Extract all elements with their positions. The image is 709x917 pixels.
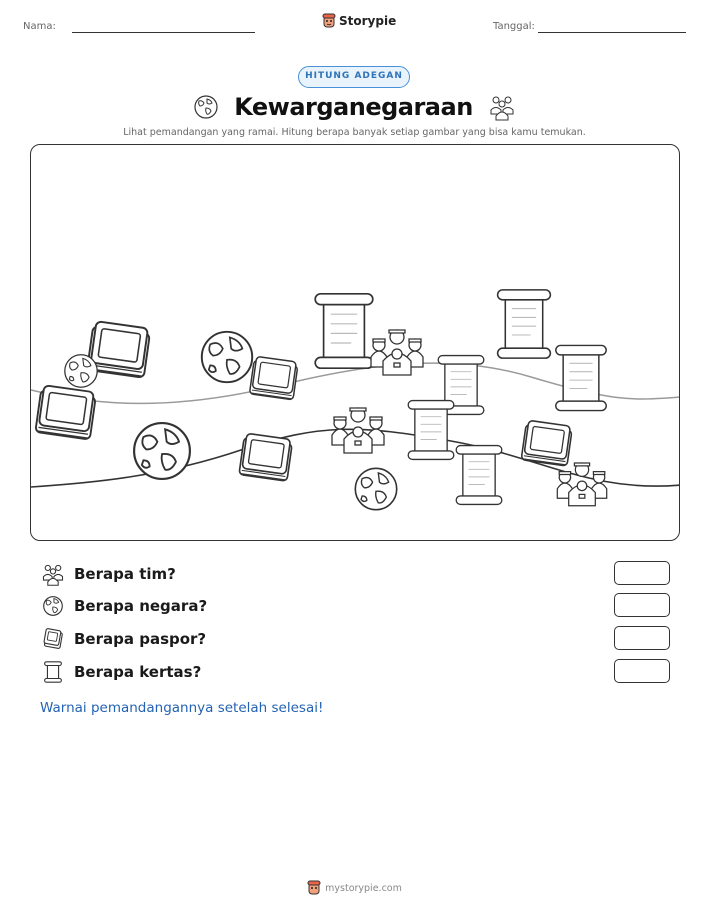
question-teams: [40, 561, 670, 587]
title-row: [0, 92, 709, 122]
globe-icon: [40, 593, 66, 619]
date-field[interactable]: [538, 32, 686, 33]
brand-name: Storypie: [339, 14, 397, 28]
question-text: Berapa paspor?: [74, 630, 207, 648]
name-label: Nama:: [23, 21, 56, 32]
question-text: Berapa kertas?: [74, 663, 202, 681]
question-passports: [40, 626, 670, 652]
instructions: Lihat pemandangan yang ramai. Hitung berapa banyak setiap gambar yang bisa kamu temukan.: [123, 127, 586, 138]
question-text: Berapa tim?: [74, 565, 176, 583]
answer-box-countries[interactable]: [614, 593, 670, 617]
footer: [0, 880, 709, 896]
brand-logo: [322, 13, 396, 29]
globe-icon: [192, 93, 220, 121]
counting-scene: [30, 144, 680, 541]
question-papers: [40, 659, 670, 685]
answer-box-teams[interactable]: [614, 561, 670, 585]
coloring-note: Warnai pemandangannya setelah selesai!: [40, 700, 324, 716]
team-icon: [487, 92, 517, 122]
page-title: Kewarganegaraan: [234, 93, 473, 121]
name-field[interactable]: [72, 32, 255, 33]
question-countries: [40, 593, 670, 619]
answer-box-papers[interactable]: [614, 659, 670, 683]
footer-url[interactable]: mystorypie.com: [325, 882, 402, 894]
scroll-icon: [40, 659, 66, 685]
storypie-mascot-icon: [322, 13, 336, 29]
date-label: Tanggal:: [493, 21, 535, 32]
question-text: Berapa negara?: [74, 597, 208, 615]
activity-badge: HITUNG ADEGAN: [298, 66, 410, 88]
answer-box-passports[interactable]: [614, 626, 670, 650]
storypie-mascot-icon: [307, 880, 321, 896]
scene-illustration: [31, 145, 680, 541]
team-icon: [40, 561, 66, 587]
passport-icon: [40, 626, 66, 652]
